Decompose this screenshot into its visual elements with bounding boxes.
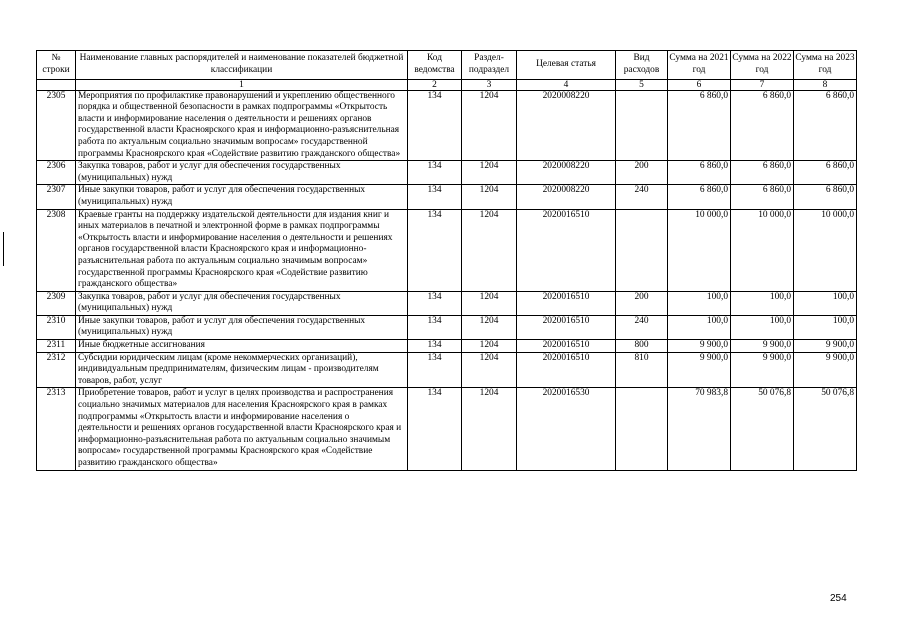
row-vid: 240 xyxy=(616,315,668,339)
row-target: 2020016510 xyxy=(517,315,616,339)
table-row xyxy=(37,388,857,470)
row-razdel: 1204 xyxy=(462,161,517,185)
row-ved: 134 xyxy=(408,185,462,209)
row-sum-2023: 9 900,0 xyxy=(794,352,857,388)
row-target: 2020016510 xyxy=(517,209,616,291)
row-ved: 134 xyxy=(408,291,462,315)
margin-mark xyxy=(3,232,4,266)
row-target: 2020008220 xyxy=(517,161,616,185)
row-name: Закупка товаров, работ и услуг для обеспечения государственных (муниципальных) нужд xyxy=(76,161,408,185)
table-row xyxy=(37,90,857,161)
row-vid xyxy=(616,90,668,161)
row-vid: 240 xyxy=(616,185,668,209)
page-number: 254 xyxy=(830,593,847,604)
row-sum-2022: 50 076,8 xyxy=(731,388,794,470)
table-row xyxy=(37,209,857,291)
column-number-row xyxy=(37,79,857,90)
row-number: 2312 xyxy=(37,352,76,388)
row-target: 2020016510 xyxy=(517,352,616,388)
col-number: 6 xyxy=(668,79,731,90)
header-target: Целевая статья xyxy=(517,51,616,80)
row-vid: 200 xyxy=(616,291,668,315)
row-sum-2023: 9 900,0 xyxy=(794,340,857,353)
row-name: Иные закупки товаров, работ и услуг для обеспечения государственных (муниципальных) нужд xyxy=(76,315,408,339)
header-ved: Код ведомства xyxy=(408,51,462,80)
row-razdel: 1204 xyxy=(462,209,517,291)
row-number: 2307 xyxy=(37,185,76,209)
row-vid: 200 xyxy=(616,161,668,185)
row-vid: 810 xyxy=(616,352,668,388)
row-name: Иные закупки товаров, работ и услуг для обеспечения государственных (муниципальных) нужд xyxy=(76,185,408,209)
row-razdel: 1204 xyxy=(462,315,517,339)
row-ved: 134 xyxy=(408,388,462,470)
table-row xyxy=(37,185,857,209)
col-number: 4 xyxy=(517,79,616,90)
row-vid: 800 xyxy=(616,340,668,353)
row-sum-2022: 6 860,0 xyxy=(731,161,794,185)
row-sum-2023: 100,0 xyxy=(794,291,857,315)
row-sum-2022: 6 860,0 xyxy=(731,90,794,161)
header-row xyxy=(37,51,857,80)
row-number: 2306 xyxy=(37,161,76,185)
table-body xyxy=(37,90,857,470)
row-sum-2021: 70 983,8 xyxy=(668,388,731,470)
row-vid xyxy=(616,388,668,470)
row-sum-2022: 9 900,0 xyxy=(731,340,794,353)
row-sum-2023: 100,0 xyxy=(794,315,857,339)
col-number xyxy=(37,79,76,90)
table-row xyxy=(37,315,857,339)
table-header xyxy=(37,51,857,91)
row-razdel: 1204 xyxy=(462,90,517,161)
row-target: 2020016510 xyxy=(517,291,616,315)
row-sum-2021: 9 900,0 xyxy=(668,352,731,388)
table-row xyxy=(37,161,857,185)
row-vid xyxy=(616,209,668,291)
header-sum-2023: Сумма на 2023 год xyxy=(794,51,857,80)
col-number: 7 xyxy=(731,79,794,90)
row-number: 2313 xyxy=(37,388,76,470)
row-ved: 134 xyxy=(408,315,462,339)
row-sum-2022: 9 900,0 xyxy=(731,352,794,388)
row-target: 2020016510 xyxy=(517,340,616,353)
row-sum-2023: 10 000,0 xyxy=(794,209,857,291)
header-row-number: № строки xyxy=(37,51,76,80)
row-razdel: 1204 xyxy=(462,352,517,388)
row-razdel: 1204 xyxy=(462,340,517,353)
row-target: 2020008220 xyxy=(517,90,616,161)
col-number: 8 xyxy=(794,79,857,90)
row-number: 2310 xyxy=(37,315,76,339)
row-sum-2021: 100,0 xyxy=(668,291,731,315)
row-number: 2311 xyxy=(37,340,76,353)
row-sum-2021: 100,0 xyxy=(668,315,731,339)
row-number: 2308 xyxy=(37,209,76,291)
row-sum-2022: 10 000,0 xyxy=(731,209,794,291)
row-name: Закупка товаров, работ и услуг для обеспечения государственных (муниципальных) нужд xyxy=(76,291,408,315)
row-ved: 134 xyxy=(408,161,462,185)
row-name: Приобретение товаров, работ и услуг в целях производства и распространения социально значимых материалов для населения Красноярского края в рамках подпрограммы «Открытость власти и информирование населения о деятельности и решениях органов государственной власти Красноярского края и информационно-разъяснительная работа по актуальным социально значимым вопросам» государственной программы Красноярского края «Содействие развитию гражданского общества» xyxy=(76,388,408,470)
row-sum-2021: 6 860,0 xyxy=(668,185,731,209)
row-name: Иные бюджетные ассигнования xyxy=(76,340,408,353)
col-number: 2 xyxy=(408,79,462,90)
row-ved: 134 xyxy=(408,352,462,388)
row-number: 2309 xyxy=(37,291,76,315)
row-sum-2022: 100,0 xyxy=(731,291,794,315)
col-number: 3 xyxy=(462,79,517,90)
col-number: 5 xyxy=(616,79,668,90)
header-razdel: Раздел-подраздел xyxy=(462,51,517,80)
row-sum-2023: 6 860,0 xyxy=(794,90,857,161)
row-ved: 134 xyxy=(408,209,462,291)
table-row xyxy=(37,291,857,315)
row-name: Краевые гранты на поддержку издательской деятельности для издания книг и иных материалов в печатной и электронной форме в рамках подпрограммы «Открытость власти и информирование населения о деятельности и решениях органов государственной власти Красноярского края и информационно-разъяснительная работа по актуальным социально значимым вопросам» государственной программы Красноярского края «Содействие развитию гражданского общества» xyxy=(76,209,408,291)
header-sum-2022: Сумма на 2022 год xyxy=(731,51,794,80)
row-target: 2020016530 xyxy=(517,388,616,470)
row-ved: 134 xyxy=(408,90,462,161)
row-sum-2022: 6 860,0 xyxy=(731,185,794,209)
row-sum-2023: 6 860,0 xyxy=(794,161,857,185)
row-sum-2021: 9 900,0 xyxy=(668,340,731,353)
row-sum-2021: 6 860,0 xyxy=(668,161,731,185)
header-sum-2021: Сумма на 2021 год xyxy=(668,51,731,80)
budget-table xyxy=(36,50,857,471)
row-razdel: 1204 xyxy=(462,291,517,315)
header-name: Наименование главных распорядителей и наименование показателей бюджетной классификации xyxy=(76,51,408,80)
row-razdel: 1204 xyxy=(462,185,517,209)
row-target: 2020008220 xyxy=(517,185,616,209)
row-sum-2021: 6 860,0 xyxy=(668,90,731,161)
row-name: Субсидии юридическим лицам (кроме некоммерческих организаций), индивидуальным предпринимателям, физическим лицам - производителям товаров, работ, услуг xyxy=(76,352,408,388)
row-sum-2023: 6 860,0 xyxy=(794,185,857,209)
table-row xyxy=(37,352,857,388)
row-name: Мероприятия по профилактике правонарушений и укреплению общественного порядка и общественной безопасности в рамках подпрограммы «Открытость власти и информирование населения о деятельности и решениях органов государственной власти Красноярского края и информационно-разъяснительная работа по актуальным социально значимым вопросам» государственной программы Красноярского края «Содействие развитию гражданского общества» xyxy=(76,90,408,161)
table-row xyxy=(37,340,857,353)
row-sum-2022: 100,0 xyxy=(731,315,794,339)
row-number: 2305 xyxy=(37,90,76,161)
header-vid: Вид расходов xyxy=(616,51,668,80)
row-ved: 134 xyxy=(408,340,462,353)
row-sum-2021: 10 000,0 xyxy=(668,209,731,291)
row-razdel: 1204 xyxy=(462,388,517,470)
col-number: 1 xyxy=(76,79,408,90)
row-sum-2023: 50 076,8 xyxy=(794,388,857,470)
